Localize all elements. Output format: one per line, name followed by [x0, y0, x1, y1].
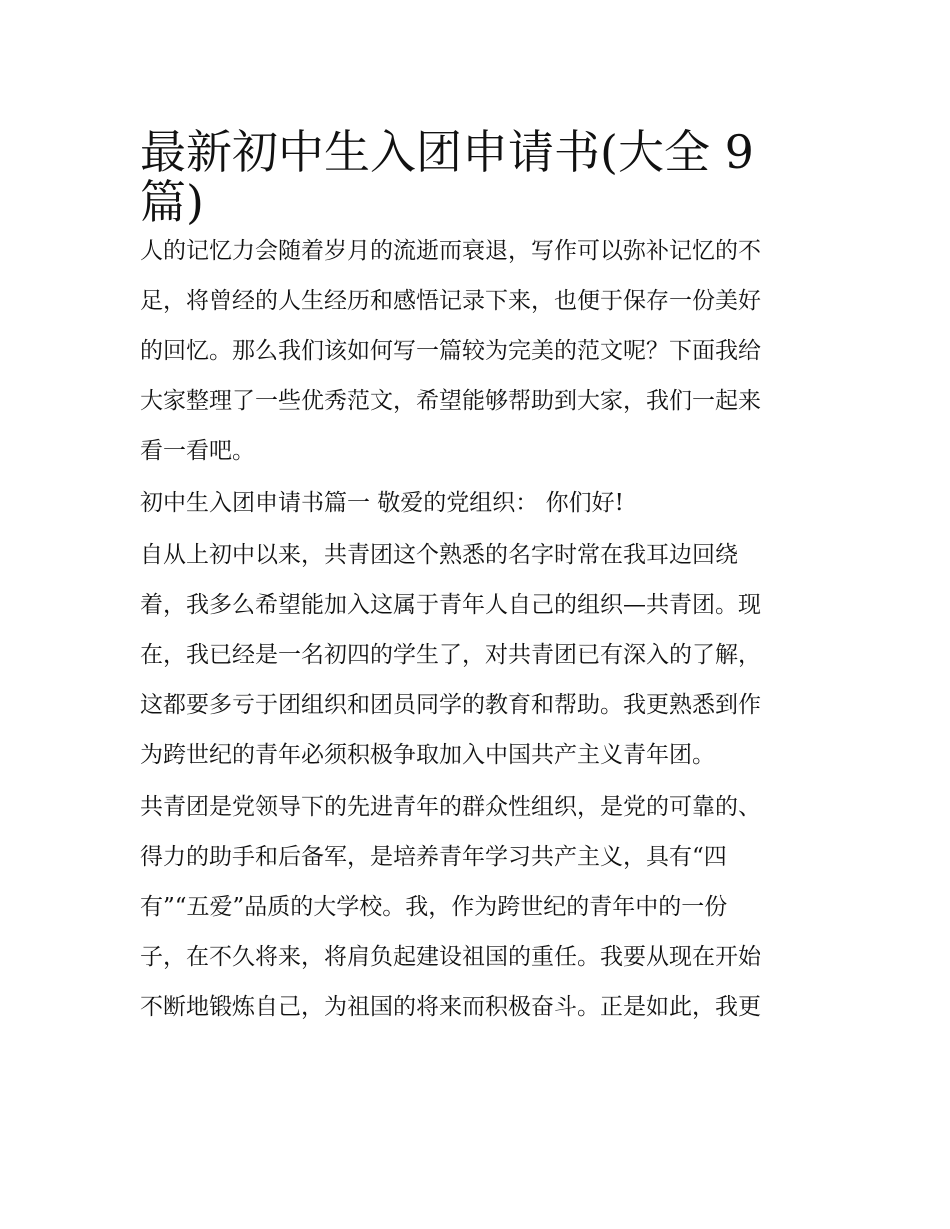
text-line: 着，我多么希望能加入这属于青年人自己的组织—共青团。现 [140, 592, 761, 618]
text-line: 共青团是党领导下的先进青年的群众性组织，是党的可靠的、 [140, 794, 761, 820]
text-line: 在，我已经是一名初四的学生了，对共青团已有深入的了解， [140, 642, 761, 668]
text-line: 这都要多亏于团组织和团员同学的教育和帮助。我更熟悉到作 [140, 692, 761, 718]
text-line: 得力的助手和后备军，是培养青年学习共产主义，具有“四 [140, 844, 727, 870]
text-line: 大家整理了一些优秀范文，希望能够帮助到大家，我们一起来 [140, 388, 761, 414]
text-line: 为跨世纪的青年必须积极争取加入中国共产主义青年团。 [140, 742, 715, 768]
document-content [140, 112, 815, 1034]
title-line: 最新初中生入团申请书(大全 9 [140, 125, 754, 179]
body-paragraph [140, 530, 815, 780]
body-paragraph [140, 782, 815, 1032]
text-line: 看一看吧。 [140, 438, 255, 464]
section-heading-paragraph [140, 478, 815, 528]
text-line: 初中生入团申请书篇一 敬爱的党组织： 你们好! [140, 490, 624, 516]
text-line: 足，将曾经的人生经历和感悟记录下来，也便于保存一份美好 [140, 288, 761, 314]
text-line: 的回忆。那么我们该如何写一篇较为完美的范文呢？下面我给 [140, 338, 761, 364]
text-line: 子，在不久将来，将肩负起建设祖国的重任。我要从现在开始 [140, 944, 761, 970]
title-line: 篇) [140, 175, 204, 229]
text-line: 人的记忆力会随着岁月的流逝而衰退，写作可以弥补记忆的不 [140, 238, 761, 264]
intro-paragraph [140, 226, 815, 476]
text-line: 有”“五爱”品质的大学校。我，作为跨世纪的青年中的一份 [140, 894, 728, 920]
document-title [140, 112, 815, 229]
text-line: 不断地锻炼自己，为祖国的将来而积极奋斗。正是如此，我更 [140, 994, 761, 1020]
text-line: 自从上初中以来，共青团这个熟悉的名字时常在我耳边回绕 [140, 542, 738, 568]
